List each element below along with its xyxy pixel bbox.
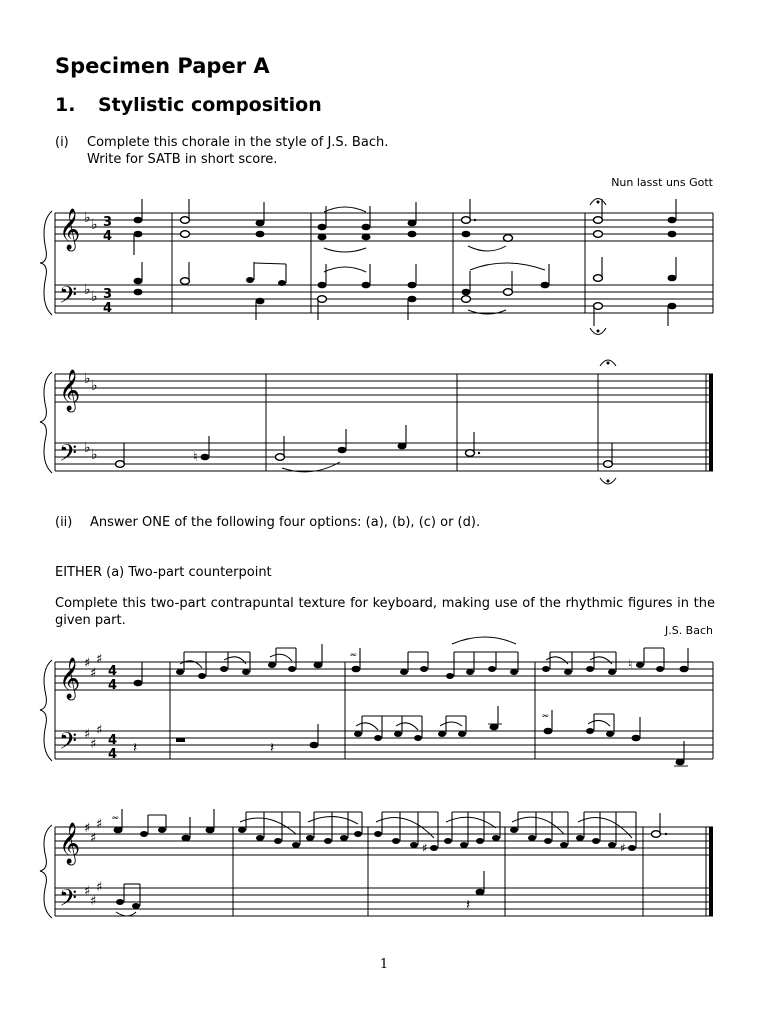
brace (40, 660, 52, 761)
time-signature-top: 3 (103, 287, 113, 302)
bass-clef-icon: 𝄢 (59, 727, 78, 760)
note-head (668, 231, 677, 238)
bass-clef-icon: 𝄢 (59, 281, 78, 314)
key-signature-sharp-icon: ♯ (84, 656, 91, 671)
part-ii-number: (ii) (55, 515, 73, 530)
note-head (318, 224, 327, 231)
section-number: 1. (55, 94, 76, 116)
counterpoint-bass-staff-2 (55, 888, 713, 916)
note-head (134, 231, 143, 238)
counterpoint-bass-notes-1 (133, 706, 688, 766)
counterpoint-bass-staff-1 (55, 731, 713, 759)
slur (470, 263, 545, 270)
sharp-sign-icon: ♯ (620, 841, 626, 855)
counterpoint-attribution: J.S. Bach (664, 624, 713, 637)
counterpoint-treble-staff-1 (55, 662, 713, 690)
brace (40, 825, 52, 918)
note-head (462, 231, 471, 238)
note-head (256, 220, 265, 227)
note-head (181, 217, 190, 224)
quarter-rest-icon: 𝄽 (466, 897, 471, 913)
key-signature-flat-icon: ♭ (84, 440, 91, 456)
key-signature-sharp-icon: ♯ (96, 723, 103, 738)
brace (40, 372, 52, 473)
key-signature-flat-icon: ♭ (91, 217, 98, 233)
barlines (55, 827, 711, 916)
quarter-rest-icon: 𝄽 (270, 740, 275, 756)
tie (324, 248, 366, 252)
note-head (318, 234, 327, 241)
time-signature-top: 4 (108, 664, 118, 679)
quarter-rest-icon: 𝄽 (133, 740, 138, 756)
counterpoint-system-1 (40, 637, 713, 766)
note-head (362, 224, 371, 231)
treble-clef-icon: 𝄞 (59, 209, 81, 250)
key-signature-sharp-icon: ♯ (84, 884, 91, 899)
option-a-heading: EITHER (a) Two-part counterpoint (55, 565, 272, 580)
counterpoint-system-2 (40, 809, 713, 918)
bass-clef-icon: 𝄢 (59, 884, 78, 917)
key-signature-flat-icon: ♭ (91, 378, 98, 394)
chorale-bass-staff-2 (55, 443, 713, 471)
brace (40, 211, 52, 315)
tie (282, 462, 340, 472)
time-signature-top: 3 (103, 215, 113, 230)
key-signature-sharp-icon: ♯ (96, 880, 103, 895)
sharp-sign-icon: ♯ (422, 841, 428, 855)
key-signature-sharp-icon: ♯ (90, 666, 97, 681)
treble-clef-icon: 𝄞 (59, 370, 81, 411)
chorale-bass-staff-1 (55, 285, 713, 313)
page-number: 1 (379, 957, 389, 972)
natural-sign-icon: ♮ (193, 450, 198, 465)
trill-mordent-icon: 𝆗 (112, 809, 119, 823)
time-signature-bottom: 4 (103, 301, 113, 316)
barlines (55, 374, 711, 471)
note-head (594, 231, 603, 238)
part-i-line-2: Write for SATB in short score. (87, 152, 278, 167)
note-head (134, 217, 143, 224)
trill-mordent-icon: 𝆗 (350, 646, 357, 660)
treble-clef-icon: 𝄞 (59, 823, 81, 864)
note-head (256, 231, 265, 238)
time-signature-bottom: 4 (108, 678, 118, 693)
time-signature-bottom: 4 (103, 229, 113, 244)
chorale-system-2 (40, 360, 713, 484)
key-signature-sharp-icon: ♯ (84, 821, 91, 836)
key-signature-flat-icon: ♭ (91, 447, 98, 463)
part-i-line-1: Complete this chorale in the style of J.S. Bach. (87, 135, 389, 150)
tie (324, 267, 366, 272)
key-signature-flat-icon: ♭ (84, 210, 91, 226)
note-head (408, 231, 417, 238)
note-head (668, 217, 677, 224)
whole-rest-icon (176, 738, 185, 742)
treble-clef-icon: 𝄞 (59, 658, 81, 699)
key-signature-sharp-icon: ♯ (96, 652, 103, 667)
part-i-number: (i) (55, 135, 69, 150)
key-signature-flat-icon: ♭ (84, 282, 91, 298)
tie (324, 207, 366, 212)
barlines (55, 662, 713, 759)
time-signature-top: 4 (108, 733, 118, 748)
part-ii-text: Answer ONE of the following four options: (a), (b), (c) or (d). (90, 515, 481, 530)
counterpoint-treble-staff-2 (55, 827, 713, 855)
key-signature-sharp-icon: ♯ (90, 831, 97, 846)
bass-clef-icon: 𝄢 (59, 439, 78, 472)
section-title: Stylistic composition (98, 94, 322, 116)
chorale-treble-staff-1 (55, 213, 713, 241)
chorale-system-1 (40, 199, 713, 335)
trill-mordent-icon: 𝆗 (542, 707, 549, 721)
chorale-treble-staff-2 (55, 374, 713, 402)
natural-sign-icon: ♮ (628, 657, 633, 671)
note-head (181, 231, 190, 238)
time-signature-bottom: 4 (108, 747, 118, 762)
chorale-attribution: Nun lasst uns Gott (611, 176, 713, 189)
chorale-bass-line-2 (116, 425, 617, 484)
note-head (594, 217, 603, 224)
key-signature-sharp-icon: ♯ (90, 894, 97, 909)
note-head (362, 234, 371, 241)
key-signature-flat-icon: ♭ (84, 371, 91, 387)
note-head (504, 235, 513, 242)
page-title: Specimen Paper A (55, 54, 270, 78)
note-head (408, 220, 417, 227)
tie (468, 246, 506, 251)
option-a-instruction: Complete this two-part contrapuntal texture for keyboard, making use of the rhythmic figures in the given part. (55, 596, 715, 628)
barlines (55, 213, 713, 313)
note-head (462, 217, 471, 224)
key-signature-sharp-icon: ♯ (90, 737, 97, 752)
chorale-given-notes-bass (134, 257, 677, 335)
key-signature-sharp-icon: ♯ (84, 727, 91, 742)
key-signature-sharp-icon: ♯ (96, 817, 103, 832)
key-signature-flat-icon: ♭ (91, 289, 98, 305)
